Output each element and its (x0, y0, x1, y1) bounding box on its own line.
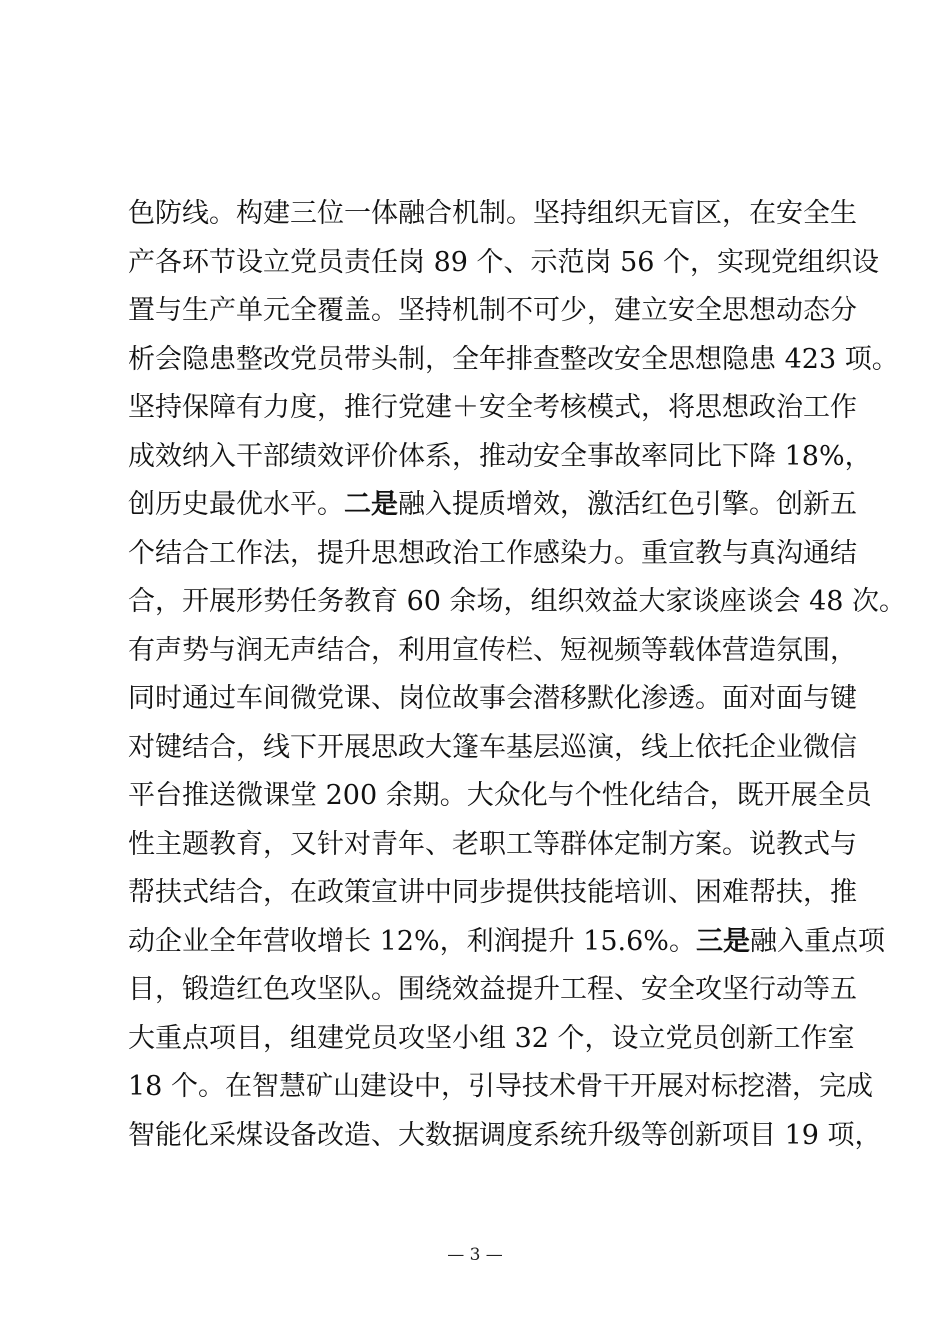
text-run: 有声势与润无声结合，利用宣传栏、短视频等载体营造氛围， (128, 635, 857, 666)
text-line (128, 772, 872, 820)
text-run: 坚持保障有力度，推行党建＋安全考核模式，将思想政治工作 (128, 392, 857, 423)
text-line (128, 918, 885, 966)
text-line (128, 821, 857, 869)
text-run: 帮扶式结合，在政策宣讲中同步提供技能培训、困难帮扶，推 (128, 877, 857, 908)
text-run: 融入提质增效，激活红色引擎。创新五 (398, 489, 857, 520)
text-run: 对键结合，线下开展思政大篷车基层巡演，线上依托企业微信 (128, 732, 857, 763)
text-line (128, 190, 857, 238)
page-number: — 3 — (447, 1245, 503, 1265)
text-line (128, 287, 857, 335)
text-run: 创历史最优水平。 (128, 489, 344, 520)
text-line (128, 869, 857, 917)
bold-lead-phrase: 二是 (344, 489, 398, 520)
text-line (128, 1063, 873, 1111)
text-run: 平台推送微课堂 200 余期。大众化与个性化结合，既开展全员 (128, 780, 872, 811)
text-line (128, 530, 857, 578)
text-line (128, 433, 872, 481)
text-run: 色防线。构建三位一体融合机制。坚持组织无盲区，在安全生 (128, 198, 857, 229)
text-run: 目，锻造红色攻坚队。围绕效益提升工程、安全攻坚行动等五 (128, 974, 857, 1005)
text-line (128, 384, 857, 432)
text-line (128, 966, 857, 1014)
text-run: 性主题教育，又针对青年、老职工等群体定制方案。说教式与 (128, 829, 857, 860)
text-line (128, 627, 857, 675)
text-run: 产各环节设立党员责任岗 89 个、示范岗 56 个，实现党组织设 (128, 247, 880, 278)
text-run: 个结合工作法，提升思想政治工作感染力。重宣教与真沟通结 (128, 538, 857, 569)
text-line (128, 1112, 882, 1160)
text-line (128, 724, 857, 772)
text-line (128, 336, 899, 384)
text-run: 析会隐患整改党员带头制，全年排查整改安全思想隐患 423 项。 (128, 344, 899, 375)
text-run: 动企业全年营收增长 12%，利润提升 15.6%。 (128, 926, 696, 957)
text-run: 成效纳入干部绩效评价体系，推动安全事故率同比下降 18%， (128, 441, 872, 472)
text-run: 智能化采煤设备改造、大数据调度系统升级等创新项目 19 项， (128, 1120, 882, 1151)
text-line (128, 481, 857, 529)
text-run: 同时通过车间微党课、岗位故事会潜移默化渗透。面对面与键 (128, 683, 857, 714)
text-run: 融入重点项 (749, 926, 885, 957)
text-run: 合，开展形势任务教育 60 余场，组织效益大家谈座谈会 48 次。 (128, 586, 907, 617)
text-line (128, 578, 906, 626)
bold-lead-phrase: 三是 (695, 926, 750, 957)
text-run: 置与生产单元全覆盖。坚持机制不可少，建立安全思想动态分 (128, 295, 857, 326)
text-line (128, 1015, 855, 1063)
text-run: 大重点项目，组建党员攻坚小组 32 个，设立党员创新工作室 (128, 1023, 855, 1054)
text-line (128, 239, 879, 287)
text-run: 18 个。在智慧矿山建设中，引导技术骨干开展对标挖潜，完成 (128, 1071, 873, 1102)
text-line (128, 675, 857, 723)
